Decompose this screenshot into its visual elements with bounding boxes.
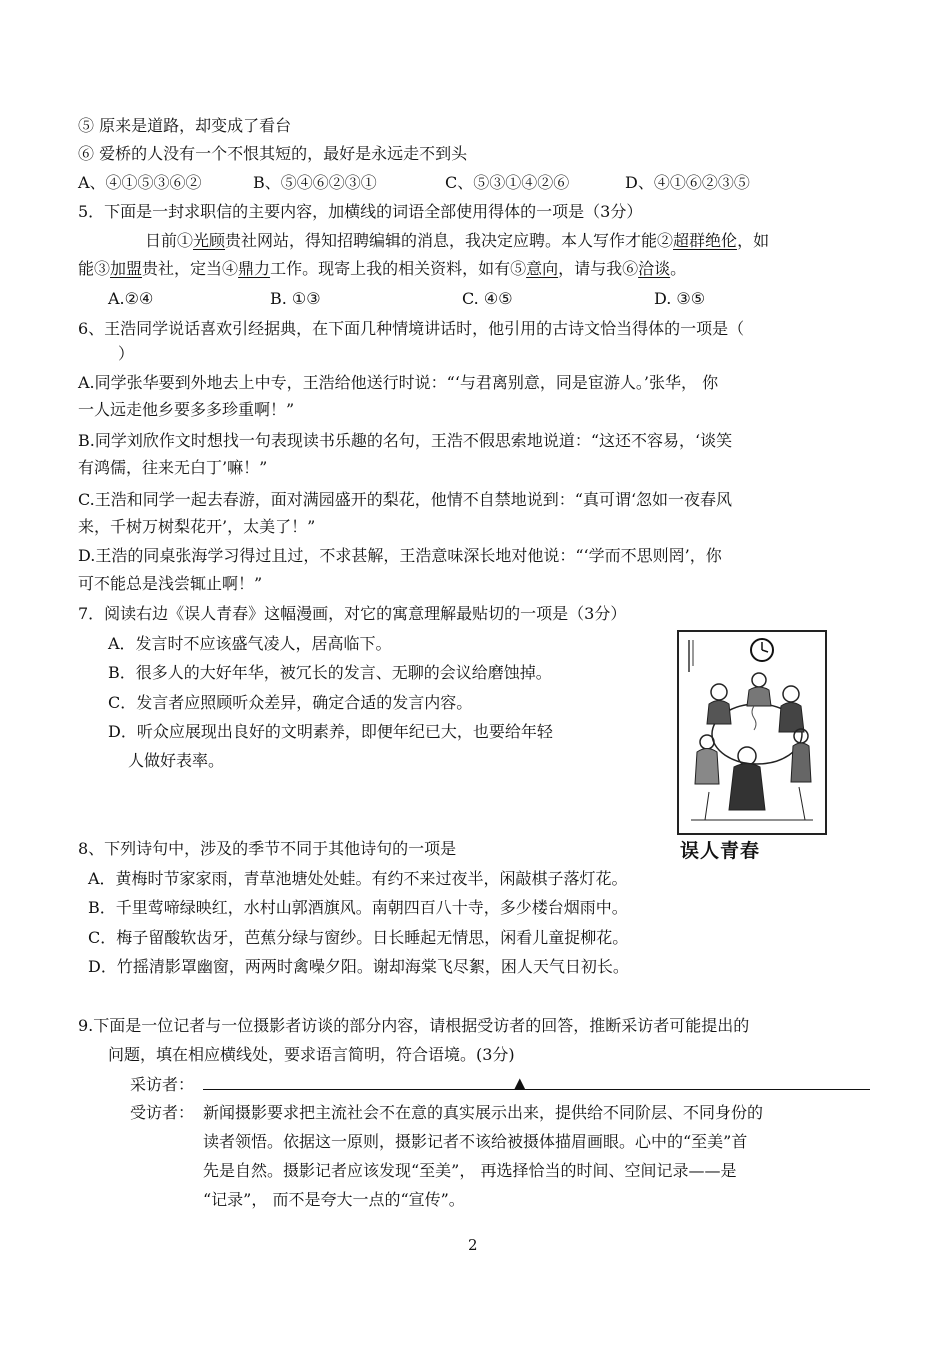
q5-underlined-word: 超群绝伦	[673, 231, 738, 250]
q5-option-d: D. ③⑤	[654, 289, 706, 308]
q5-option-a: A.②④	[108, 289, 154, 308]
q9-stem-line-1: 9.下面是一位记者与一位摄影者访谈的部分内容，请根据受访者的回答，推断采访者可能提出的	[78, 1016, 750, 1035]
q4-option-d: D、④①⑥②③⑤	[625, 173, 750, 192]
q4-option-a: A、④①⑤③⑥②	[78, 173, 202, 192]
q5-stem: 5．下面是一封求职信的主要内容，加横线的词语全部使用得体的一项是（3分）	[78, 202, 643, 221]
q5-text: 。	[670, 259, 687, 278]
q6-option-a-line-1: A.同学张华要到外地去上中专，王浩给他送行时说：“‘与君离别意，同是宦游人。’张华， 你	[78, 373, 719, 392]
interviewee-answer-line-2: 读者领悟。依据这一原则，摄影记者不该给被摄体描眉画眼。心中的“至美”首	[203, 1132, 748, 1151]
q7-option-b: B．很多人的大好年华，被冗长的发言、无聊的会议给磨蚀掉。	[108, 663, 552, 682]
q5-underlined-word: 光顾	[193, 231, 226, 250]
q6-option-b-line-1: B.同学刘欣作文时想找一句表现读书乐趣的名句，王浩不假思索地说道：“这还不容易，‘谈笑	[78, 431, 733, 450]
q5-text: 能③	[78, 259, 111, 278]
q6-stem-line-1: 6、王浩同学说话喜欢引经据典，在下面几种情境讲话时，他引用的古诗文恰当得体的一项是（	[78, 319, 745, 338]
q6-option-c-line-2: 来，千树万树梨花开’，太美了！”	[78, 517, 316, 536]
q8-option-d: D．竹摇清影罩幽窗，两两时禽噪夕阳。谢却海棠飞尽絮，困人天气日初长。	[88, 957, 629, 976]
q5-option-b: B. ①③	[270, 289, 321, 308]
q5-underlined-word: 鼎力	[238, 259, 271, 278]
q5-underlined-word: 意向	[526, 259, 559, 278]
interviewee-answer-line-1: 新闻摄影要求把主流社会不在意的真实展示出来，提供给不同阶层、不同身份的	[203, 1103, 764, 1122]
q5-text: 贵社，定当④	[142, 259, 239, 278]
q5-option-c: C. ④⑤	[462, 289, 513, 308]
q4-options	[78, 172, 750, 194]
q5-underlined-word: 洽谈	[638, 259, 671, 278]
q4-item-5: ⑤ 原来是道路，却变成了看台	[78, 116, 292, 135]
q5-text: 工作。现寄上我的相关资料，如有⑤	[270, 259, 527, 278]
q8-option-c: C．梅子留酸软齿牙，芭蕉分绿与窗纱。日长睡起无情思，闲看儿童捉柳花。	[88, 928, 629, 947]
q5-text: ，如	[737, 231, 770, 250]
q4-option-b: B、⑤④⑥②③①	[253, 173, 377, 192]
answer-blank-line[interactable]	[203, 1089, 870, 1090]
q5-text: 日前①	[145, 231, 194, 250]
q7-option-a: A．发言时不应该盛气凌人，居高临下。	[108, 634, 392, 653]
q7-stem: 7．阅读右边《误人青春》这幅漫画，对它的寓意理解最贴切的一项是（3分）	[78, 604, 627, 623]
q8-option-a: A．黄梅时节家家雨，青草池塘处处蛙。有约不来过夜半，闲敲棋子落灯花。	[88, 869, 628, 888]
cartoon-caption: 误人青春	[680, 840, 761, 862]
triangle-icon: ▲	[514, 1074, 526, 1092]
q7-option-c: C．发言者应照顾听众差异，确定合适的发言内容。	[108, 693, 473, 712]
cartoon-image	[677, 630, 827, 835]
q7-option-d-line-1: D．听众应展现出良好的文明素养，即便年纪已大，也要给年轻	[108, 722, 553, 741]
interviewer-label: 采访者：	[130, 1075, 195, 1094]
q5-options	[108, 288, 705, 310]
q5-paragraph-line-1	[145, 230, 769, 252]
q4-option-c: C、⑤③①④②⑥	[445, 173, 570, 192]
q6-option-b-line-2: 有鸿儒，往来无白丁’嘛！”	[78, 458, 268, 477]
q9-stem-line-2: 问题，填在相应横线处，要求语言简明，符合语境。(3分)	[108, 1045, 515, 1064]
q7-option-d-line-2: 人做好表率。	[128, 751, 225, 770]
q6-option-d-line-2: 可不能总是浅尝辄止啊！”	[78, 574, 263, 593]
page-number: 2	[468, 1236, 478, 1254]
q5-underlined-word: 加盟	[110, 259, 143, 278]
q6-option-c-line-1: C.王浩和同学一起去春游，面对满园盛开的梨花，他情不自禁地说到：“真可谓‘忽如一夜春风	[78, 490, 733, 509]
q5-text: ，请与我⑥	[558, 259, 639, 278]
q6-option-a-line-2: 一人远走他乡要多多珍重啊！”	[78, 400, 295, 419]
interviewee-answer-line-3: 先是自然。摄影记者应该发现“至美”， 再选择恰当的时间、空间记录——是	[203, 1161, 737, 1180]
cartoon-drawing	[679, 632, 825, 833]
q8-option-b: B．千里莺啼绿映红，水村山郭酒旗风。南朝四百八十寺，多少楼台烟雨中。	[88, 898, 628, 917]
q6-option-d-line-1: D.王浩的同桌张海学习得过且过，不求甚解，王浩意味深长地对他说：“‘学而不思则罔’，你	[78, 546, 722, 565]
q4-item-6: ⑥ 爱桥的人没有一个不恨其短的，最好是永远走不到头	[78, 144, 468, 163]
interviewee-answer-line-4: “记录”， 而不是夸大一点的“宣传”。	[203, 1190, 465, 1209]
interviewee-label: 受访者：	[130, 1103, 195, 1122]
q6-stem-line-2: ）	[118, 344, 135, 363]
q8-stem: 8、下列诗句中，涉及的季节不同于其他诗句的一项是	[78, 839, 457, 858]
q5-paragraph-line-2	[78, 258, 686, 280]
q5-text: 贵社网站，得知招聘编辑的消息，我决定应聘。本人写作才能②	[225, 231, 674, 250]
